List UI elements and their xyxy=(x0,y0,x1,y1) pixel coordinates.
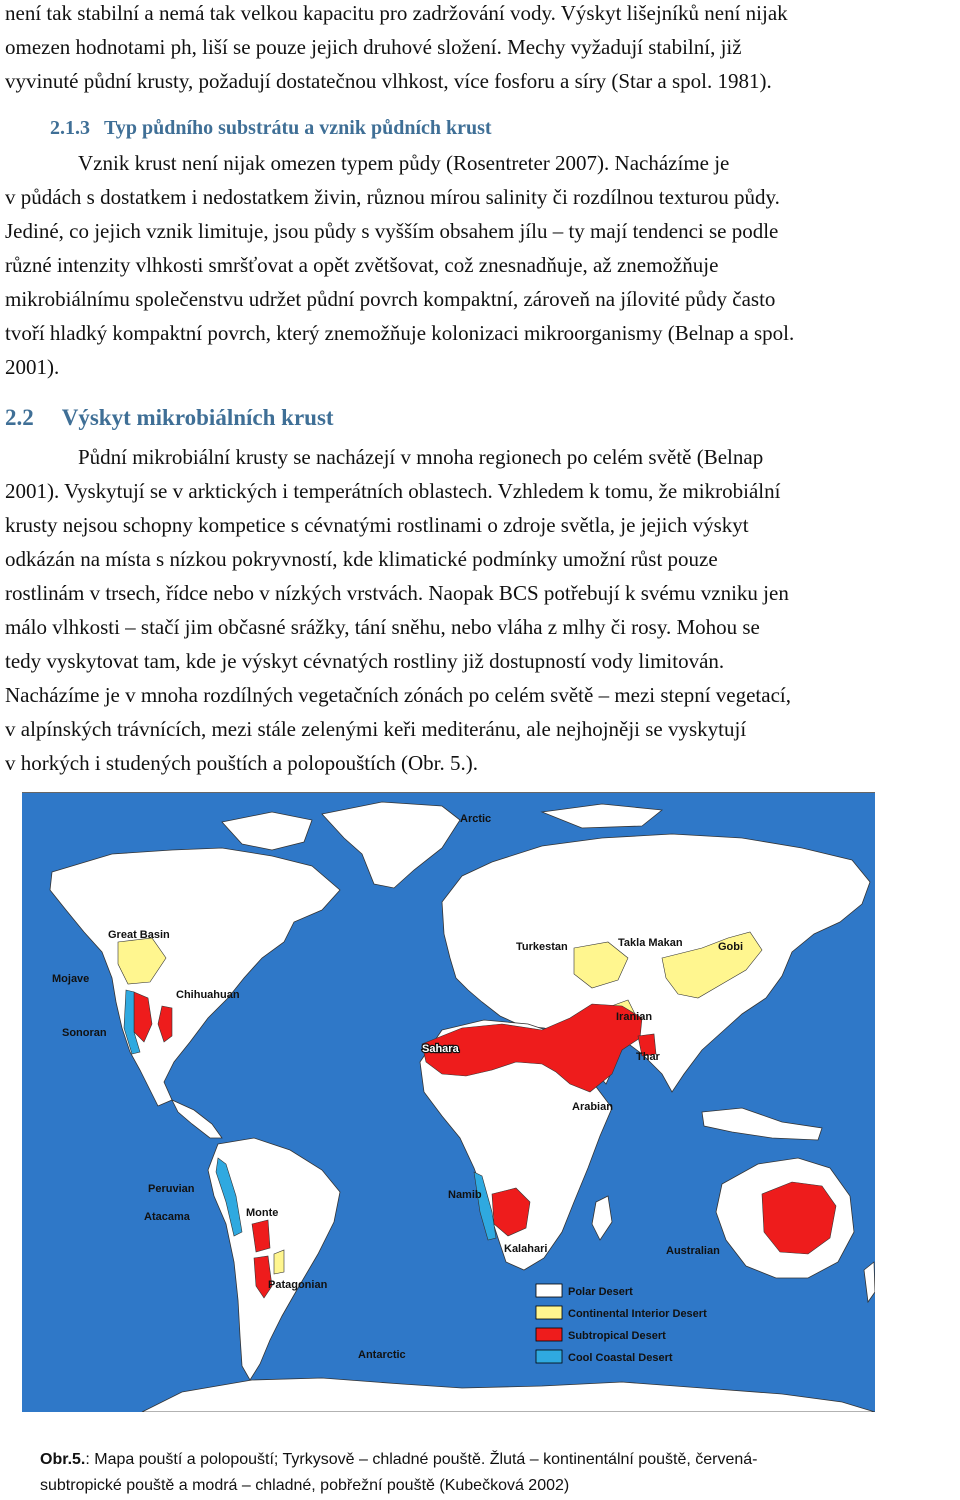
label-antarctic: Antarctic xyxy=(358,1349,406,1361)
label-arctic: Arctic xyxy=(460,813,492,825)
body-text-line: tedy vyskytovat tam, kde je výskyt cévnatých rostliny již dostupností vody limitován. xyxy=(5,649,725,673)
body-text-line: odkázán na místa s nízkou pokryvností, kde klimatické podmínky umožní růst pouze xyxy=(5,547,718,571)
section-heading-2-1-3 xyxy=(50,117,492,140)
label-sahara: Sahara xyxy=(422,1043,459,1055)
body-text-line: Vznik krust není nijak omezen typem půdy (Rosentreter 2007). Nacházíme je xyxy=(78,151,730,175)
body-text-line: krusty nejsou schopny kompetice s cévnatými rostlinami o zdroje světla, je jejich výskyt xyxy=(5,513,749,537)
body-text-line: málo vlhkosti – stačí jim občasné srážky, tání sněhu, nebo vláha z mlhy či rosy. Mohou se xyxy=(5,615,760,639)
label-takla-makan: Takla Makan xyxy=(618,937,683,949)
body-text-line: 2001). Vyskytují se v arktických i temperátních oblastech. Vzhledem k tomu, že mikrobiální xyxy=(5,479,781,503)
legend-label-subtropical-desert: Subtropical Desert xyxy=(568,1330,666,1342)
label-turkestan: Turkestan xyxy=(516,941,568,953)
figure-caption-line-2: subtropické pouště a modrá – chladné, pobřežní pouště (Kubečková 2002) xyxy=(40,1477,570,1494)
label-iranian: Iranian xyxy=(616,1011,653,1023)
section-title: Typ půdního substrátu a vznik půdních krust xyxy=(104,117,492,139)
legend-swatch-polar-desert xyxy=(536,1284,562,1297)
body-text-line: mikrobiálnímu společenstvu udržet půdní povrch kompaktní, zároveň na jílovité půdy často xyxy=(5,287,776,311)
label-great-basin: Great Basin xyxy=(108,929,170,941)
section-number: 2.2 xyxy=(5,405,34,430)
body-text-line: tvoří hladký kompaktní povrch, který znemožňuje kolonizaci mikroorganismy (Belnap a spol. xyxy=(5,321,795,345)
label-namib: Namib xyxy=(448,1189,482,1201)
label-kalahari: Kalahari xyxy=(504,1243,548,1255)
section-heading-2-2 xyxy=(5,405,334,431)
legend-label-cool-coastal-desert: Cool Coastal Desert xyxy=(568,1352,673,1364)
label-arabian: Arabian xyxy=(572,1101,613,1113)
label-patagonian: Patagonian xyxy=(268,1279,328,1291)
body-text-line: různé intenzity vlhkosti smršťovat a opět zvětšovat, což znesnadňuje, až znemožňuje xyxy=(5,253,719,277)
legend-swatch-continental-interior-desert xyxy=(536,1306,562,1319)
label-peruvian: Peruvian xyxy=(148,1183,195,1195)
section-title: Výskyt mikrobiálních krust xyxy=(61,405,334,430)
label-australian: Australian xyxy=(666,1245,720,1257)
body-text-line: Nacházíme je v mnoha rozdílných vegetačních zónách po celém světě – mezi stepní vegetací, xyxy=(5,683,791,707)
body-text-line: Půdní mikrobiální krusty se nacházejí v mnoha regionech po celém světě (Belnap xyxy=(78,445,764,469)
label-thar: Thar xyxy=(636,1051,660,1063)
patagonian-interior-region xyxy=(274,1250,284,1274)
legend-swatch-cool-coastal-desert xyxy=(536,1350,562,1363)
label-gobi: Gobi xyxy=(718,941,744,953)
figure-label: Obr.5. xyxy=(40,1451,86,1468)
label-sonoran: Sonoran xyxy=(62,1027,107,1039)
label-atacama: Atacama xyxy=(144,1211,190,1223)
body-text-line: v horkých i studených pouštích a polopouštích (Obr. 5.). xyxy=(5,751,479,775)
world-deserts-map xyxy=(22,792,875,1412)
body-text-line: v alpínských trávnících, mezi stále zelenými keři mediteránu, ale nejhojněji se vyskytují xyxy=(5,717,747,741)
body-text-line: není tak stabilní a nemá tak velkou kapacitu pro zadržování vody. Výskyt lišejníků není nijak xyxy=(5,1,788,25)
caption-text: : Mapa pouští a polopouští; Tyrkysově – chladné pouště. Žlutá – kontinentální pouště, červená- xyxy=(85,1451,758,1468)
legend-label-continental-interior-desert: Continental Interior Desert xyxy=(568,1308,707,1320)
legend-swatch-subtropical-desert xyxy=(536,1328,562,1341)
body-text-line: 2001). xyxy=(5,355,60,379)
section-number: 2.1.3 xyxy=(50,117,90,139)
body-text-line: v půdách s dostatkem i nedostatkem živin, různou mírou salinity či rozdílnou texturou půdy. xyxy=(5,185,780,209)
body-text-line: rostlinám v trsech, řídce nebo v nízkých vrstvách. Naopak BCS potřebují k svému vzniku jen xyxy=(5,581,789,605)
label-mojave: Mojave xyxy=(52,973,90,985)
figure-caption-line-1 xyxy=(40,1448,757,1472)
body-text-line: omezen hodnotami ph, liší se pouze jejich druhové složení. Mechy vyžadují stabilní, již xyxy=(5,35,742,59)
legend-label-polar-desert: Polar Desert xyxy=(568,1286,633,1298)
label-monte: Monte xyxy=(246,1207,279,1219)
body-text-line: vyvinuté půdní krusty, požadují dostatečnou vlhkost, více fosforu a síry (Star a spol. 1981). xyxy=(5,69,772,93)
body-text-line: Jediné, co jejich vznik limituje, jsou půdy s vyšším obsahem jílu – ty mají tendenci se podle xyxy=(5,219,779,243)
label-chihuahuan: Chihuahuan xyxy=(176,989,240,1001)
